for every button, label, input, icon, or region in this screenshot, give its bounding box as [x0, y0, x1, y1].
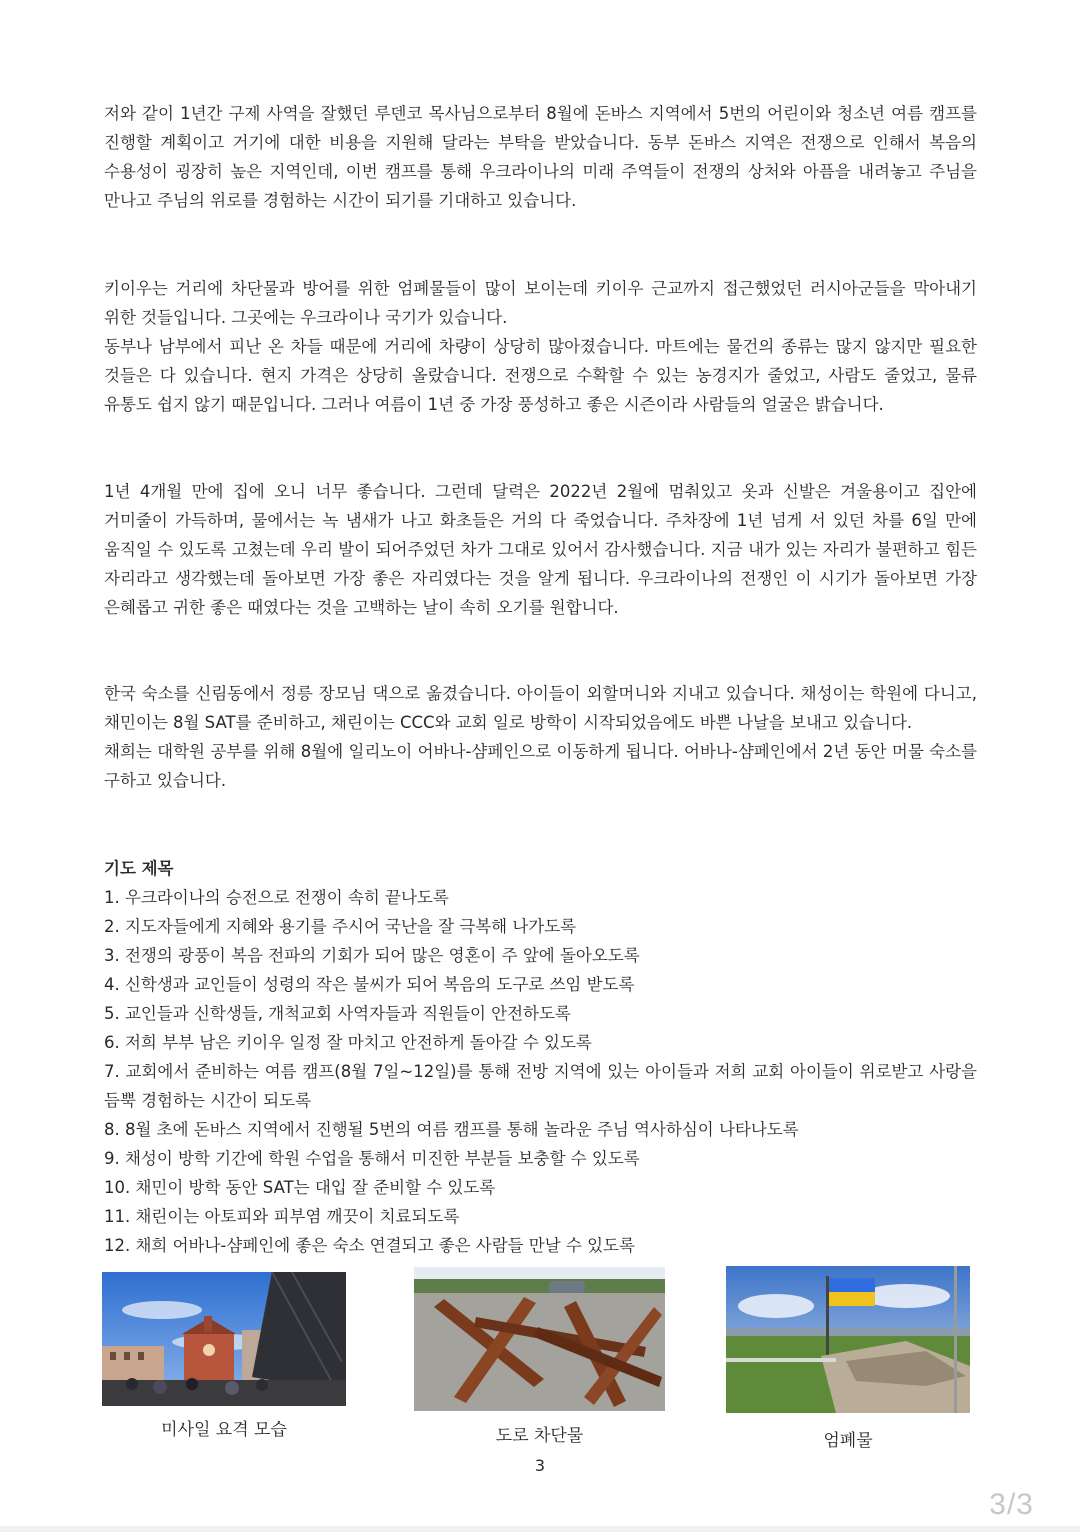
photo-market-image — [102, 1272, 346, 1406]
paragraph-camp — [104, 99, 977, 215]
paragraph-text: 키이우는 거리에 차단물과 방어를 위한 엄폐물들이 많이 보이는데 키이우 근교까지 접근했었던 러시아군들을 막아내기 위한 것들입니다. 그곳에는 우크라이나 국기가 있습니다. — [104, 279, 977, 327]
paragraph-home — [104, 477, 977, 622]
paragraph-text: 채희는 대학원 공부를 위해 8월에 일리노이 어바나-샴페인으로 이동하게 됩니다. 어바나-샴페인에서 2년 동안 머물 숙소를 구하고 있습니다. — [104, 742, 977, 790]
prayer-item: 12. 채희 어바나-샴페인에 좋은 숙소 연결되고 좋은 사람들 만날 수 있도록 — [104, 1236, 635, 1255]
paragraph-text: 한국 숙소를 신림동에서 정릉 장모님 댁으로 옮겼습니다. 아이들이 외할머니와 지내고 있습니다. 채성이는 학원에 다니고, 채민이는 8월 SAT를 준비하고, 채린이는 CCC와 교회 일로 방학이 시작되었음에도 바쁜 나날을 보내고 있습니다. — [104, 684, 977, 732]
photo-caption: 도로 차단물 — [495, 1426, 584, 1446]
prayer-item: 11. 채린이는 아토피와 피부염 깨끗이 치료되도록 — [104, 1207, 460, 1226]
paragraph-text: 저와 같이 1년간 구제 사역을 잘했던 루덴코 목사님으로부터 8월에 돈바스 지역에서 5번의 어린이와 청소년 여름 캠프를 진행할 계획이고 거기에 대한 비용을 지원해 달라는 부탁을 받았습니다. 동부 돈바스 지역은 전쟁으로 인해서 복음의 수용성이 굉장히 높은 지역인데, 이번 캠프를 통해 우크라이나의 미래 주역들이 전쟁의 상처와 아픔을 내려놓고 주님을 만나고 주님의 위로를 경험하는 시간이 되기를 기대하고 있습니다. — [104, 104, 977, 210]
photo-barrier-image — [414, 1267, 665, 1411]
photo-missile-interception — [102, 1272, 346, 1406]
prayer-item: 5. 교인들과 신학생들, 개척교회 사역자들과 직원들이 안전하도록 — [104, 1004, 571, 1023]
photo-cover-image — [726, 1266, 970, 1413]
bottom-strip — [0, 1526, 1080, 1532]
photo-caption: 엄폐물 — [823, 1431, 873, 1451]
prayer-list — [104, 883, 977, 1260]
prayer-item: 10. 채민이 방학 동안 SAT는 대입 잘 준비할 수 있도록 — [104, 1178, 496, 1197]
photo-road-barrier — [414, 1267, 665, 1411]
paragraph-kyiv-streets — [104, 274, 977, 419]
photo-cover-bunker — [726, 1266, 970, 1413]
prayer-item: 6. 저희 부부 남은 키이우 일정 잘 마치고 안전하게 돌아갈 수 있도록 — [104, 1033, 592, 1052]
viewer-page-indicator: 3/3 — [989, 1488, 1034, 1521]
paragraph-text: 1년 4개월 만에 집에 오니 너무 좋습니다. 그런데 달력은 2022년 2월에 멈춰있고 옷과 신발은 겨울용이고 집안에 거미줄이 가득하며, 물에서는 녹 냄새가 나고 화초들은 거의 다 죽었습니다. 주차장에 1년 넘게 서 있던 차를 6일 만에 움직일 수 있도록 고쳤는데 우리 발이 되어주었던 차가 그대로 있어서 감사했습니다. 지금 내가 있는 자리가 불편하고 힘든 자리라고 생각했는데 돌아보면 가장 좋은 자리였다는 것을 알게 됩니다. 우크라이나의 전쟁인 이 시기가 돌아보면 가장 은혜롭고 귀한 좋은 때였다는 것을 고백하는 날이 속히 오기를 원합니다. — [104, 482, 977, 617]
photo-caption: 미사일 요격 모습 — [161, 1420, 287, 1440]
page-number: 3 — [534, 1456, 546, 1475]
paragraph-family — [104, 679, 977, 795]
prayer-item: 3. 전쟁의 광풍이 복음 전파의 기회가 되어 많은 영혼이 주 앞에 돌아오도록 — [104, 946, 640, 965]
prayer-item: 2. 지도자들에게 지혜와 용기를 주시어 국난을 잘 극복해 나가도록 — [104, 917, 577, 936]
prayer-item: 7. 교회에서 준비하는 여름 캠프(8월 7일~12일)를 통해 전방 지역에 있는 아이들과 저희 교회 아이들이 위로받고 사랑을 듬뿍 경험하는 시간이 되도록 — [104, 1062, 977, 1110]
prayer-item: 8. 8월 초에 돈바스 지역에서 진행될 5번의 여름 캠프를 통해 놀라운 주님 역사하심이 나타나도록 — [104, 1120, 799, 1139]
paragraph-text: 동부나 남부에서 피난 온 차들 때문에 거리에 차량이 상당히 많아졌습니다. 마트에는 물건의 종류는 많지 않지만 필요한 것들은 다 있습니다. 현지 가격은 상당히 올랐습니다. 전쟁으로 수확할 수 있는 농경지가 줄었고, 사람도 줄었고, 물류 유통도 쉽지 않기 때문입니다. 그러나 여름이 1년 중 가장 풍성하고 좋은 시즌이라 사람들의 얼굴은 밝습니다. — [104, 337, 977, 414]
prayer-item: 4. 신학생과 교인들이 성령의 작은 불씨가 되어 복음의 도구로 쓰임 받도록 — [104, 975, 635, 994]
prayer-item: 1. 우크라이나의 승전으로 전쟁이 속히 끝나도록 — [104, 888, 449, 907]
prayer-title: 기도 제목 — [104, 859, 174, 878]
prayer-item: 9. 채성이 방학 기간에 학원 수업을 통해서 미진한 부분들 보충할 수 있도록 — [104, 1149, 640, 1168]
